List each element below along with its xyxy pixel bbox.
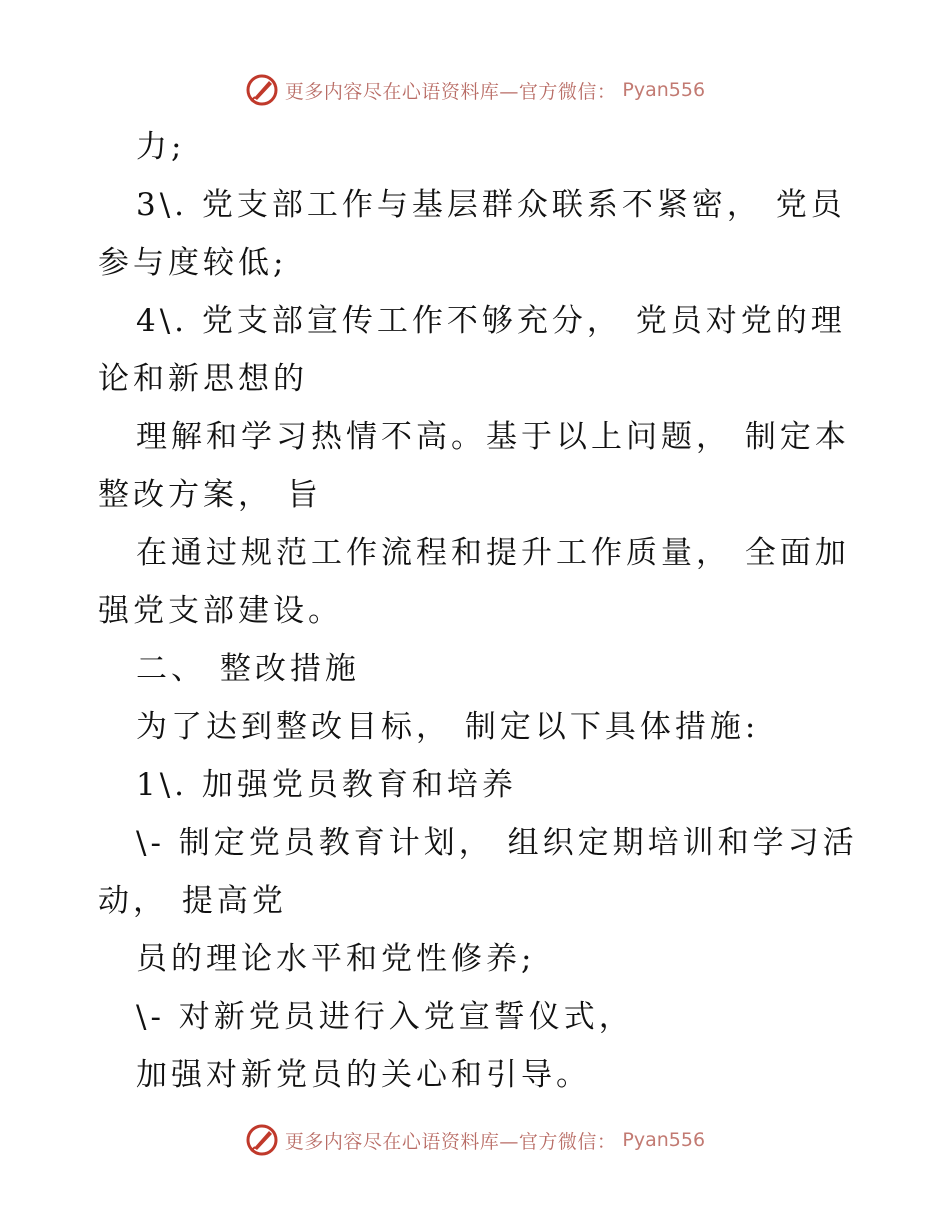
text-line: 参与度较低;	[98, 245, 288, 281]
page-header-banner	[0, 70, 950, 110]
text-line: 整改方案， 旨	[98, 477, 322, 513]
text-line: 在通过规范工作流程和提升工作质量， 全面加	[136, 535, 850, 571]
list-item-heading: 1\. 加强党员教育和培养	[136, 767, 517, 803]
text-line: 动， 提高党	[98, 883, 287, 919]
quill-logo-icon	[245, 1123, 279, 1157]
document-body	[98, 118, 858, 1104]
quill-logo-icon	[245, 73, 279, 107]
text-line: 力;	[136, 129, 186, 165]
text-line: 4\. 党支部宣传工作不够充分， 党员对党的理	[136, 303, 846, 339]
text-line: 3\. 党支部工作与基层群众联系不紧密， 党员	[136, 187, 846, 223]
text-line: 强党支部建设。	[98, 593, 343, 629]
text-line: 为了达到整改目标， 制定以下具体措施:	[136, 709, 760, 745]
text-line: \- 制定党员教育计划， 组织定期培训和学习活	[136, 825, 858, 861]
text-line: 员的理论水平和党性修养;	[136, 941, 536, 977]
section-heading: 二、 整改措施	[136, 651, 360, 687]
header-banner-text: 更多内容尽在心语资料库—官方微信：	[284, 80, 617, 103]
text-line: \- 对新党员进行入党宣誓仪式，	[136, 999, 634, 1035]
text-line: 论和新思想的	[98, 361, 308, 397]
text-line: 理解和学习热情不高。基于以上问题， 制定本	[136, 419, 850, 455]
header-contact-id: Pyan556	[622, 79, 706, 101]
page-footer-banner	[0, 1120, 950, 1160]
footer-contact-id: Pyan556	[622, 1129, 706, 1151]
text-line: 加强对新党员的关心和引导。	[136, 1057, 591, 1093]
footer-banner-text: 更多内容尽在心语资料库—官方微信：	[284, 1130, 617, 1153]
